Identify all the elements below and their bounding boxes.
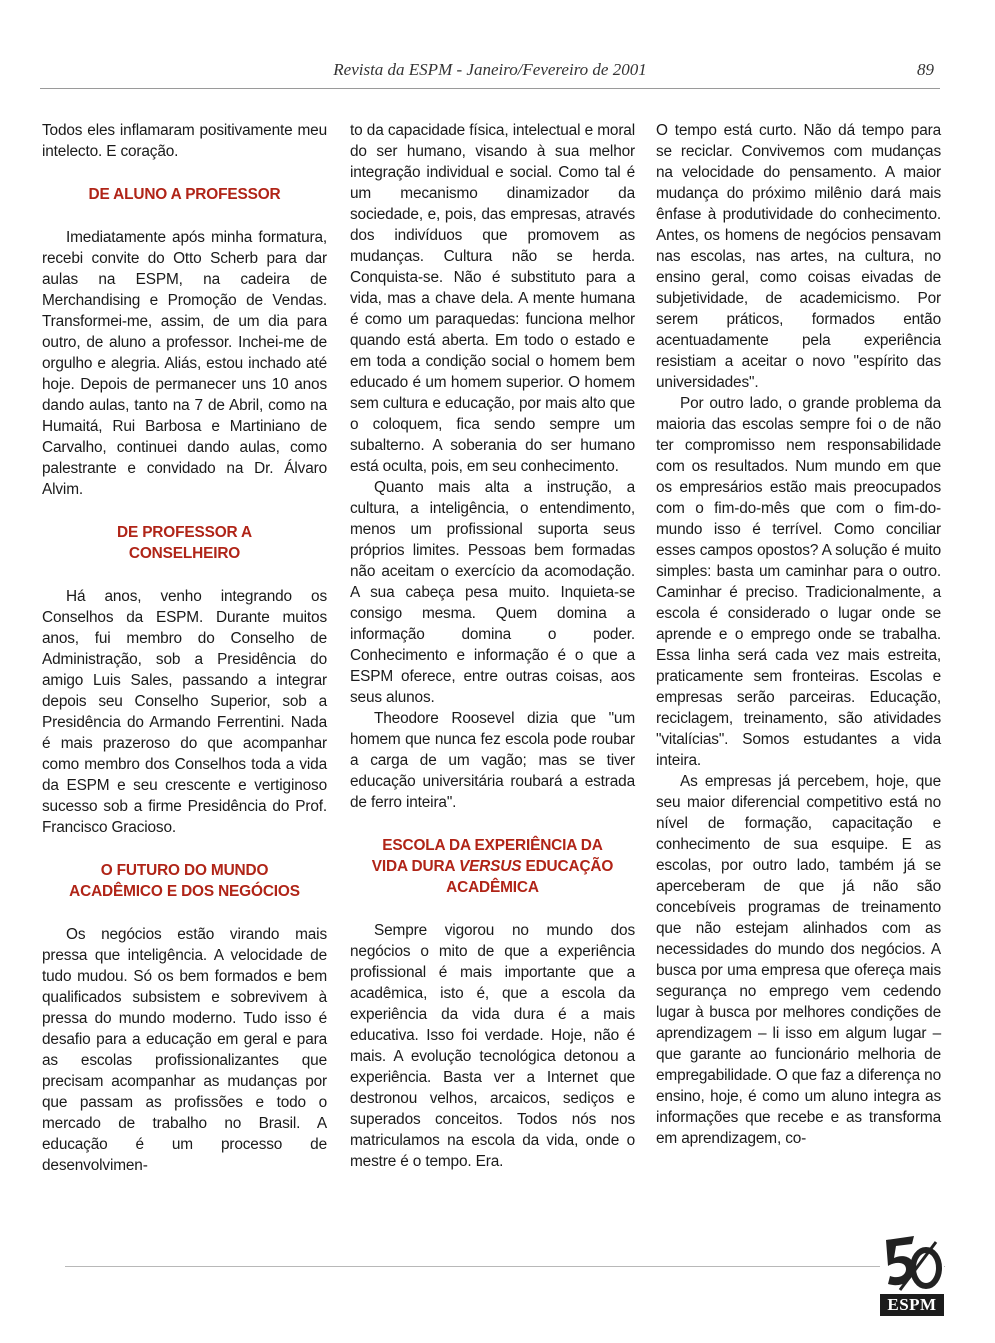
espm-50-anos-logo (880, 1232, 944, 1316)
paragraph: Imediatamente após minha formatura, recebi convite do Otto Scherb para dar aulas na ESPM, na cadeira de Merchandising e Promoção de Vendas. Transformei-me, assim, de um dia para outro, de aluno a professor. Inchei-me de orgulho e alegria. Aliás, estou inchado até hoje. Depois de permanecer uns 10 anos dando aulas, tanto na 7 de Abril, como na Humaitá, Rui Barbosa e Martiniano de Carvalho, continuei dando aulas, como palestrante e convidado na Dr. Álvaro Alvim. (42, 229, 327, 498)
page-number: 89 (917, 60, 934, 79)
logo-wordmark: ESPM (880, 1294, 944, 1316)
section-heading-emphasis: VERSUS (458, 858, 522, 875)
paragraph: Sempre vigorou no mundo dos negócios o mito de que a experiência profissional é mais importante que a acadêmica, isto é, que a escola da experiência da vida dura é a mais educativa. Isso foi verdade. Hoje, não é mais. A evolução tecnológica detonou a experiência. Basta ver a Internet que destronou velhos, arcaicos, sediços e superados conceitos. Todos nós nos matriculamos na escola da vida, onde o mestre é o tempo. Era. (350, 922, 635, 1170)
paragraph: Os negócios estão virando mais pressa que inteligência. A velocidade de tudo mudou. Só os bem formados e bem qualificados subsistem e sobrevivem à pressa do mundo moderno. Tudo isso é desafio para a educação em geral e para as escolas profissionalizantes que precisam acompanhar as mudanças por que passam as profissões e todo o mercado de trabalho no Brasil. A educação é um processo de desenvolvimen- (42, 926, 327, 1174)
paragraph: Quanto mais alta a instrução, a cultura, a inteligência, o entendimento, menos um profissional suporta seus próprios limites. Pessoas bem formadas não aceitam o exercício da acomodação. A sua cabeça pesa muito. Inquieta-se consigo mesma. Quem domina a informação domina o poder. Conhecimento e informação é o que a ESPM oferece, entre outras coisas, aos seus alunos. (350, 479, 635, 706)
section-heading (42, 522, 327, 564)
paragraph: Theodore Roosevel dizia que "um homem que nunca fez escola pode roubar a carga de um vagão; mas se tiver educação universitária roubará a estrada de ferro inteira". (350, 710, 635, 811)
section-heading (42, 860, 327, 902)
section-heading-line: ACADÊMICO E DOS NEGÓCIOS (69, 883, 300, 900)
column-1 (42, 120, 327, 1176)
section-heading-line: EDUCAÇÃO (521, 858, 614, 875)
footer-rule (65, 1266, 945, 1267)
column-3 (656, 120, 941, 1149)
journal-title: Revista da ESPM - Janeiro/Fevereiro de 2001 (333, 60, 647, 79)
section-heading-line: CONSELHEIRO (128, 545, 241, 562)
section-heading-line: VIDA DURA (371, 858, 459, 875)
paragraph: to da capacidade física, intelectual e moral do ser humano, visando à sua melhor integração individual e social. Como tal é um mecanismo dinamizador da sociedade, e, pois, das empresas, através dos indivíduos que promovem as mudanças. Cultura não se herda. Conquista-se. Não é substituto para a vida, mas a chave dela. A mente humana é como um paraquedas: funciona melhor quando está aberta. Em todo o estado e em toda a condição social o homem bem educado é um homem superior. O homem sem cultura e educação, por mais alto que o coloquem, fica sendo sempre um subalterno. A soberania do ser humano está oculta, pois, em seu conhecimento. (350, 122, 635, 475)
section-heading: DE ALUNO A PROFESSOR (88, 186, 281, 203)
paragraph: Por outro lado, o grande problema da maioria das escolas sempre foi o de não ter compromisso nem responsabilidade com os resultados. Num mundo em que os empresários estão mais preocupados com o fim-do-mês que com o fim-do-mundo isso é terrível. Como conciliar esses campos opostos? A solução é muito simples: basta um caminhar para o outro. Caminhar é preciso. Tradicionalmente, a escola é considerado o lugar onde se aprende e o emprego onde se trabalha. Essa linha será cada vez mais estreita, praticamente sem fronteiras. Escolas e empresas serão parceiras. Educação, reciclagem, treinamento, são atividades "vitalícias". Somos estudantes a vida inteira. (656, 395, 941, 769)
section-heading-line: DE PROFESSOR A (116, 524, 252, 541)
section-heading-line: ACADÊMICA (446, 879, 539, 896)
paragraph: O tempo está curto. Não dá tempo para se reciclar. Convivemos com mudanças na velocidade do pensamento. A maior mudança do próximo milênio dará mais ênfase à produtividade do conhecimento. Antes, os homens de negócios pensavam nas escolas, nas artes, na cultura, no ensino geral, como coisas eivadas de subjetividade, de academicismo. Por serem práticos, formados então acentuadamente pela experiência resistiam a aceitar o novo "espírito das universidades". (656, 122, 941, 391)
paragraph: As empresas já percebem, hoje, que seu maior diferencial competitivo está no nível de formação, capacitação e conhecimento de sua esquipe. E as escolas, por outro lado, também já se aperceberam de que já não são concebíveis programas de treinamento que não estejam alinhados com as necessidades do mundo dos negócios. A busca por uma empresa que ofereça mais segurança no emprego vem cedendo lugar à busca por melhores condições de aprendizagem – li isso em algum lugar – que garante ao funcionário melhoria de empregabilidade. O que faz a diferença no ensino, hoje, é como um aluno integra as informações que recebe e as transforma em aprendizagem, co- (656, 773, 941, 1147)
paragraph: Há anos, venho integrando os Conselhos da ESPM. Durante muitos anos, fui membro do Conselho de Administração, sob a Presidência do amigo Luis Sales, passando a integrar depois seu Conselho Superior, sob a Presidência do Armando Ferrentini. Nada é mais prazeroso do que acompanhar como membro dos Conselhos toda a vida da ESPM e seu crescente e vertiginoso sucesso sob a firme Presidência do Prof. Francisco Gracioso. (42, 588, 327, 836)
section-heading-line: O FUTURO DO MUNDO (100, 862, 269, 879)
section-heading-line: ESCOLA DA EXPERIÊNCIA DA (382, 837, 603, 854)
column-2 (350, 120, 635, 1172)
paragraph: Todos eles inflamaram positivamente meu intelecto. E coração. (42, 122, 327, 160)
running-header (40, 60, 940, 89)
section-heading (350, 835, 635, 898)
